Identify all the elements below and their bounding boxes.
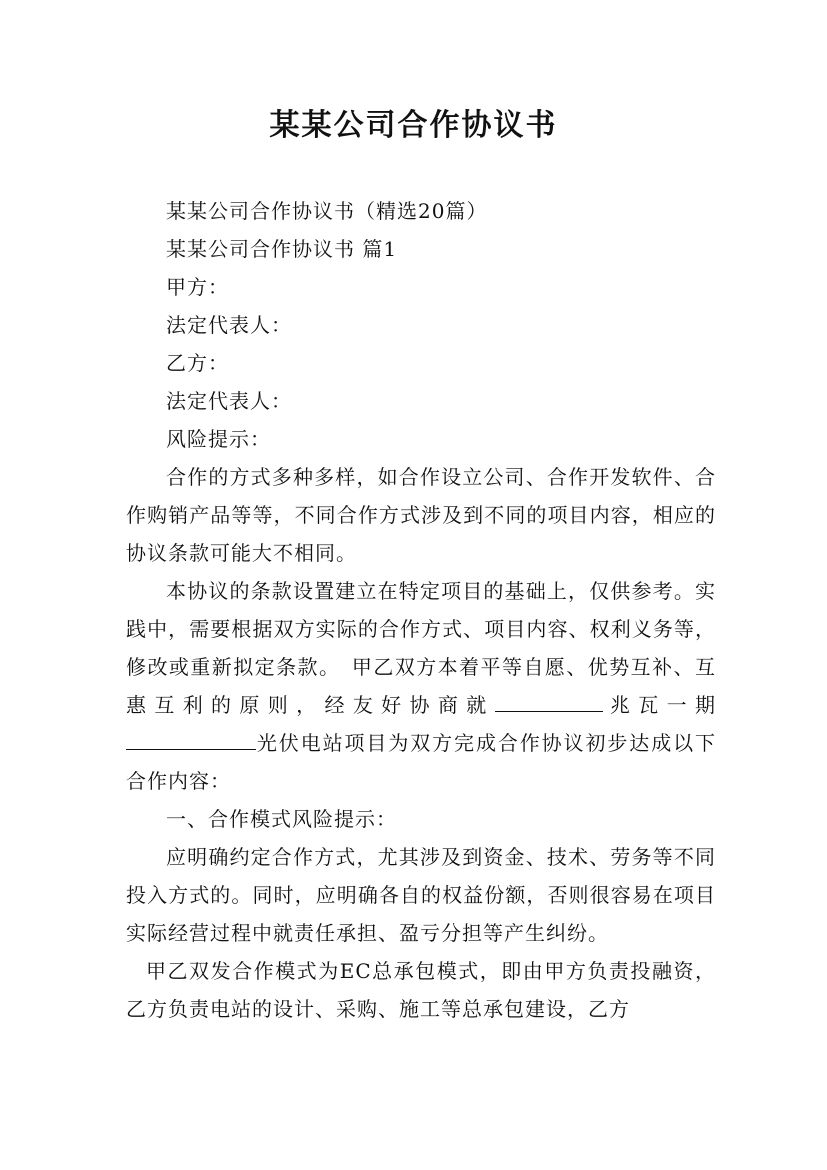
fill-in-blank-capacity[interactable]: [495, 689, 603, 712]
paragraph-cooperation-methods: 合作的方式多种多样，如合作设立公司、合作开发软件、合作购销产品等等，不同合作方式涉及到不同的项目内容，相应的协议条款可能大不相同。: [126, 465, 716, 565]
section-heading-line: 某某公司合作协议书 篇1: [166, 237, 398, 261]
party-a-line: 甲方：: [166, 275, 229, 299]
fill-in-blank-phase[interactable]: [126, 727, 256, 750]
document-title: 某某公司合作协议书: [269, 108, 558, 143]
document-body: [126, 192, 716, 1028]
paragraph-text-segment: 兆瓦一期: [602, 693, 717, 717]
paragraph-cooperation-mode-risk: 应明确约定合作方式，尤其涉及到资金、技术、劳务等不同投入方式的。同时，应明确各自的权益份额，否则很容易在项目实际经营过程中就责任承担、盈亏分担等产生纠纷。: [126, 845, 716, 945]
legal-rep-a-line: 法定代表人：: [166, 313, 292, 337]
item-one-heading: 一、合作模式风险提示：: [166, 807, 397, 831]
party-b-line: 乙方：: [166, 351, 229, 375]
paragraph-text-segment: 光伏电站项目为双方完成合作协议初步达成以下合作内容：: [126, 731, 716, 793]
legal-rep-b-line: 法定代表人：: [166, 389, 292, 413]
paragraph-text-segment: 本协议的条款设置建立在特定项目的基础上，仅供参考。实践中，需要根据双方实际的合作方式、项目内容、权利义务等，修改或重新拟定条款。 甲乙双方本着平等自愿、优势互补、互惠互利的原则，经友好协商就: [126, 579, 716, 717]
paragraph-ec-contract-mode: 甲乙双发合作模式为EC总承包模式，即由甲方负责投融资，乙方负责电站的设计、采购、施工等总承包建设，乙方: [126, 959, 716, 1021]
paragraph-agreement-terms: [126, 572, 716, 800]
risk-notice-line: 风险提示：: [166, 427, 271, 451]
subtitle-line: 某某公司合作协议书（精选20篇）: [166, 199, 488, 223]
